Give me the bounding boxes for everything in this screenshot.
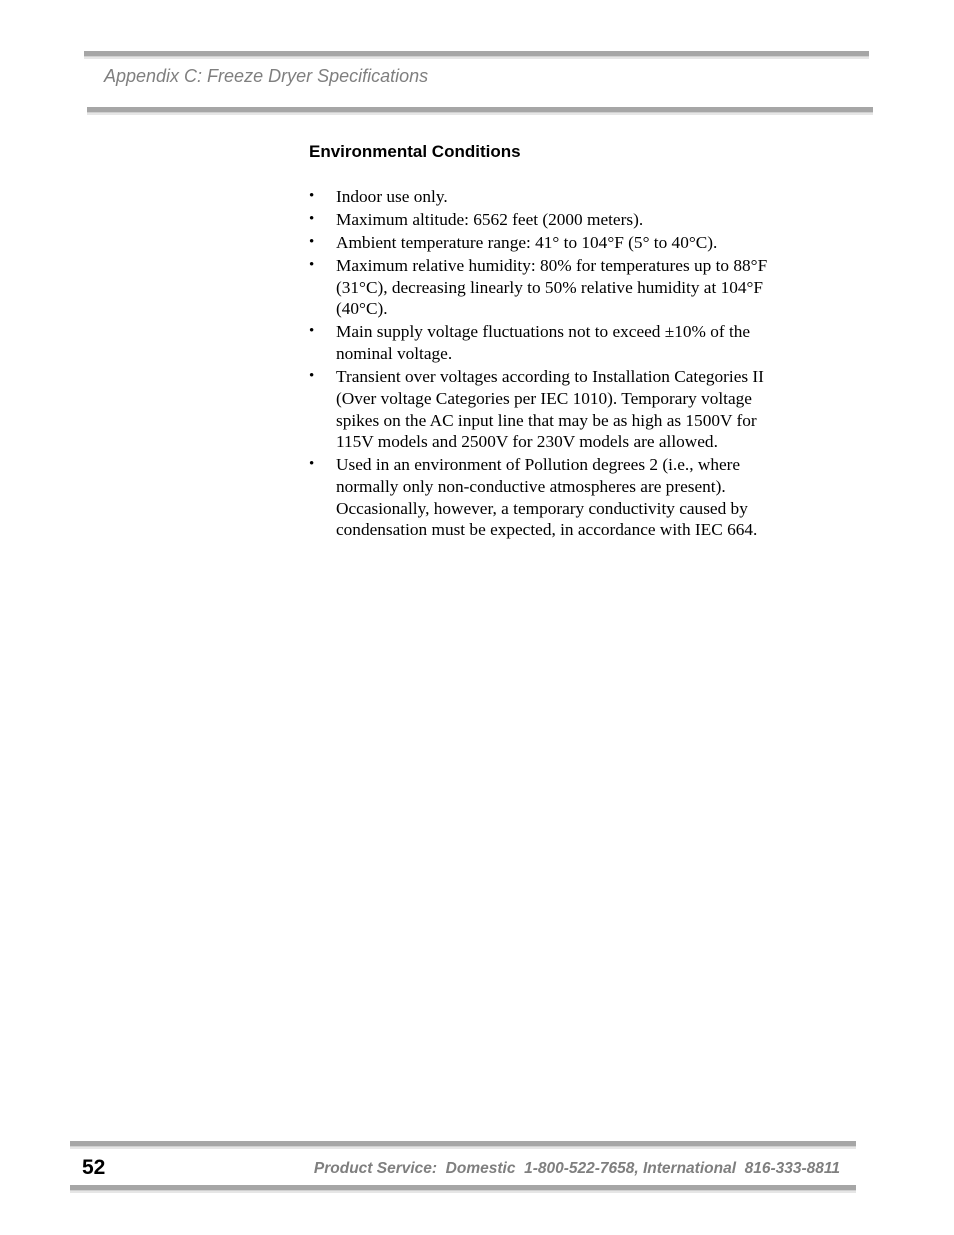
- bullet-icon: •: [309, 257, 315, 273]
- list-item-text: Maximum altitude: 6562 feet (2000 meters).: [336, 210, 644, 229]
- footer-bottom-rule: [70, 1185, 856, 1191]
- list-item: [309, 186, 789, 208]
- list-item-text: Indoor use only.: [336, 187, 448, 206]
- section-title: Environmental Conditions: [309, 142, 521, 161]
- list-item-text: Transient over voltages according to Installation Categories II (Over voltage Categories per IEC 1010). Temporary voltage spikes on the AC input line that may be as high as 1500V for 115V models and 2500V for 230V models are allowed.: [336, 367, 764, 452]
- footer-top-rule: [70, 1141, 856, 1147]
- list-item: [309, 454, 789, 541]
- bullet-icon: •: [309, 323, 315, 340]
- bullet-icon: •: [309, 188, 315, 204]
- bullet-icon: •: [309, 368, 315, 385]
- list-item-text: Maximum relative humidity: 80% for temperatures up to 88°F (31°C), decreasing linearly to 50% relative humidity at 104°F (40°C).: [336, 256, 768, 319]
- list-item: [309, 232, 789, 254]
- conditions-list: [309, 186, 789, 542]
- bullet-icon: •: [309, 211, 315, 227]
- list-item-text: Used in an environment of Pollution degrees 2 (i.e., where normally only non-conductive atmospheres are present). Occasionally, however, a temporary conductivity caused by condensation must be expected, in accordance with IEC 664.: [336, 455, 758, 540]
- header-bottom-rule: [87, 107, 873, 113]
- list-item-text: Ambient temperature range: 41° to 104°F (5° to 40°C).: [336, 233, 718, 252]
- list-item-text: Main supply voltage fluctuations not to exceed ±10% of the nominal voltage.: [336, 322, 751, 364]
- bullet-icon: •: [309, 456, 315, 473]
- header-top-rule: [84, 51, 869, 57]
- list-item: [309, 255, 789, 320]
- list-item: [309, 209, 789, 231]
- page-number: 52: [82, 1156, 106, 1179]
- bullet-icon: •: [309, 234, 315, 250]
- list-item: [309, 366, 789, 453]
- running-header: Appendix C: Freeze Dryer Specifications: [104, 66, 429, 86]
- footer-service-text: Product Service: Domestic 1-800-522-7658, International 816-333-8811: [313, 1160, 840, 1177]
- list-item: [309, 321, 789, 364]
